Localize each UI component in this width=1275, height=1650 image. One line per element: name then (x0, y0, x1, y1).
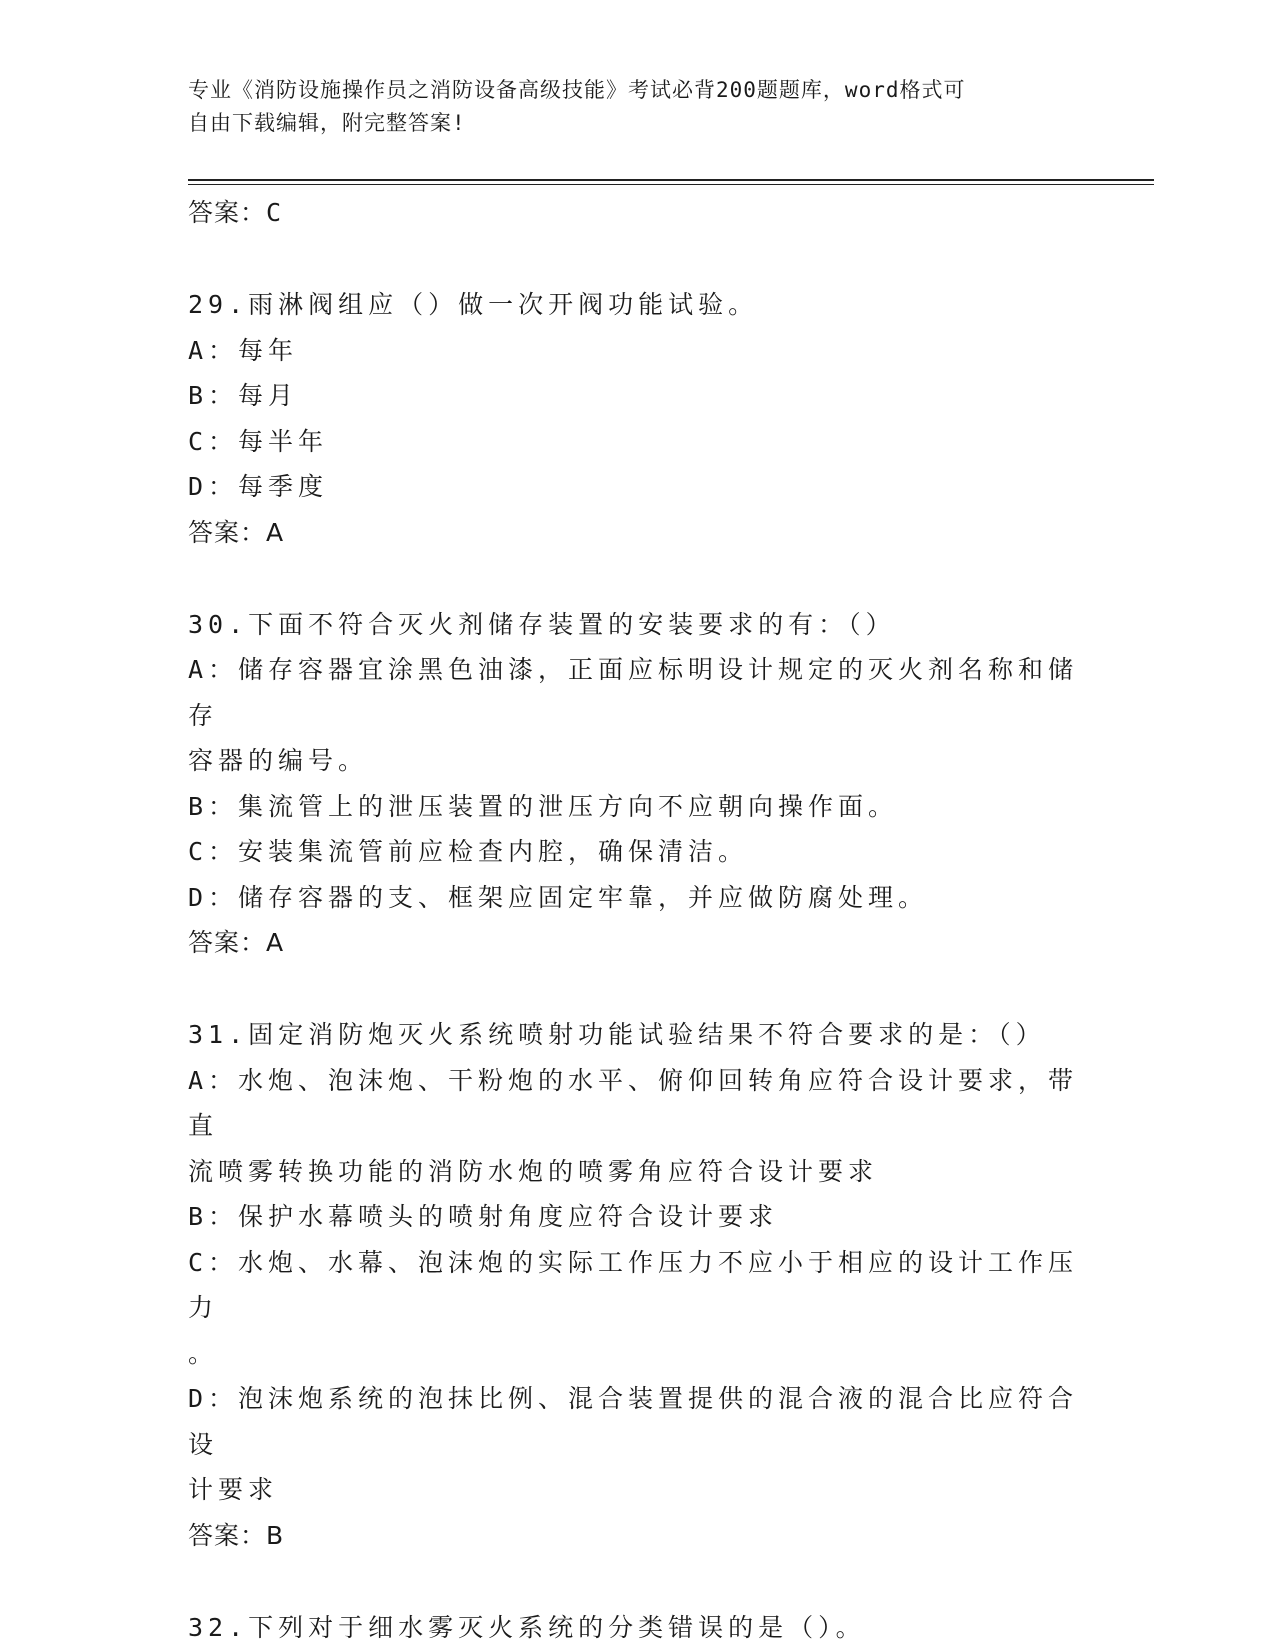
option-line: A：储存容器宜涂黑色油漆，正面应标明设计规定的灭火剂名称和储存 (188, 655, 1079, 730)
answer-line (188, 1513, 1088, 1559)
header-divider-thin (188, 184, 1154, 185)
question-stem: 30.下面不符合灭火剂储存装置的安装要求的有：（） (188, 609, 896, 639)
option-line: B：保护水幕喷头的喷射角度应符合设计要求 (188, 1202, 779, 1231)
answer-line (188, 510, 1088, 556)
question-block (188, 1012, 1088, 1559)
document-header (188, 74, 1068, 140)
question-block (188, 602, 1088, 967)
question-block (188, 1605, 1088, 1650)
answer-value: A (266, 928, 285, 957)
question-block (188, 282, 1088, 556)
option-line: C：安装集流管前应检查内腔，确保清洁。 (188, 837, 749, 866)
option-line: D：每季度 (188, 472, 329, 501)
answer-value: A (266, 517, 285, 547)
question-stem: 32.下列对于细水雾灭火系统的分类错误的是（）。 (188, 1612, 866, 1642)
option-line: D：泡沫炮系统的泡抹比例、混合装置提供的混合液的混合比应符合设 (188, 1384, 1079, 1459)
question-stem: 29.雨淋阀组应（）做一次开阀功能试验。 (188, 290, 759, 319)
question-list (188, 190, 1088, 1650)
answer-value: C (266, 198, 283, 227)
header-divider (188, 179, 1154, 181)
option-line: D：储存容器的支、框架应固定牢靠，并应做防腐处理。 (188, 882, 929, 912)
option-line: 容器的编号。 (188, 746, 369, 775)
answer-value: B (266, 1520, 285, 1550)
question-spacer (188, 1559, 1088, 1605)
option-line: B：每月 (188, 381, 299, 410)
option-line: 。 (188, 1338, 219, 1368)
option-line: 计要求 (188, 1475, 279, 1504)
option-line: A：水炮、泡沫炮、干粉炮的水平、俯仰回转角应符合设计要求，带直 (188, 1065, 1079, 1140)
header-line: 自由下载编辑，附完整答案! (188, 111, 466, 135)
option-line: 流喷雾转换功能的消防水炮的喷雾角应符合设计要求 (188, 1156, 879, 1186)
answer-label: 答案： (188, 1520, 267, 1550)
option-line: B：集流管上的泄压装置的泄压方向不应朝向操作面。 (188, 791, 899, 821)
question-spacer (188, 556, 1088, 602)
answer-line (188, 190, 1088, 236)
question-spacer (188, 236, 1088, 282)
option-line: C：水炮、水幕、泡沫炮的实际工作压力不应小于相应的设计工作压力 (188, 1247, 1079, 1322)
header-line: 专业《消防设施操作员之消防设备高级技能》考试必背200题题库，word格式可 (188, 78, 966, 102)
question-stem: 31.固定消防炮灭火系统喷射功能试验结果不符合要求的是：（） (188, 1020, 1046, 1049)
option-line: C：每半年 (188, 426, 329, 456)
answer-label: 答案： (188, 928, 267, 957)
answer-label: 答案： (188, 198, 267, 227)
question-spacer (188, 966, 1088, 1012)
answer-label: 答案： (188, 517, 267, 547)
option-line: A：每年 (188, 335, 299, 365)
answer-line (188, 920, 1088, 966)
